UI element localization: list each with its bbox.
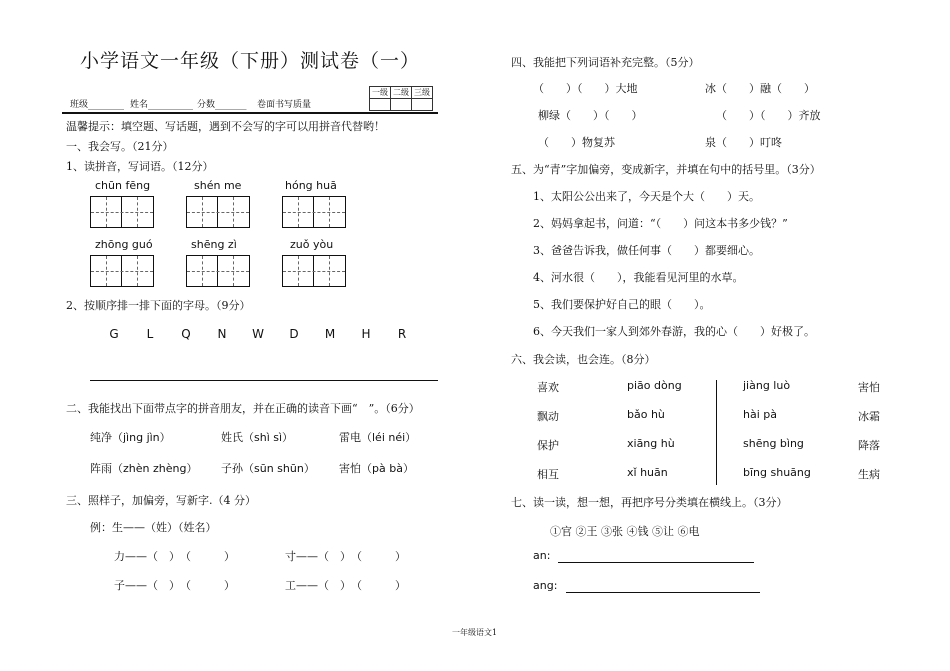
writing-grid-2[interactable] (186, 196, 250, 228)
s6-right-word-4[interactable]: 生病 (858, 468, 880, 481)
s5-item-3[interactable]: 3、爸爸告诉我，做任何事（ ）都要细心。 (533, 244, 760, 257)
s2-word: 害怕 (339, 462, 361, 475)
letter: L (146, 327, 154, 341)
s7-ang-answer-line[interactable] (566, 592, 760, 593)
s2-item-2 (221, 429, 293, 445)
matching-divider (716, 380, 717, 485)
writing-grid-6[interactable] (282, 255, 346, 287)
letter: D (289, 327, 299, 341)
letter: W (252, 327, 264, 341)
s4-item-4[interactable]: （ ）（ ）齐放 (716, 109, 821, 122)
s6-right-pinyin-3[interactable]: shēng bìng (743, 437, 804, 450)
s2-word: 阵雨 (90, 462, 112, 475)
page-footer: 一年级语文1 (452, 628, 498, 637)
writing-grid-4[interactable] (90, 255, 154, 287)
pinyin-3: hóng huā (285, 179, 337, 192)
s4-item-5[interactable]: （ ）物复苏 (538, 136, 615, 149)
page-title: 小学语文一年级（下册）测试卷（一） (80, 50, 421, 72)
s4-item-2[interactable]: 冰（ ）融（ ） (705, 82, 815, 95)
letter: Q (181, 327, 191, 341)
s4-item-3[interactable]: 柳绿（ ）（ ） (538, 109, 643, 122)
letter: M (324, 327, 336, 341)
s5-item-5[interactable]: 5、我们要保护好自己的眼（ ）。 (533, 298, 711, 311)
s2-reading[interactable]: （pà bà） (361, 462, 414, 475)
s5-item-6[interactable]: 6、今天我们一家人到郊外春游，我的心（ ）好极了。 (533, 325, 815, 338)
s2-reading[interactable]: （zhèn zhèng） (112, 462, 198, 475)
s6-left-word-3[interactable]: 保护 (537, 439, 559, 452)
s7-an-answer-line[interactable] (558, 562, 754, 563)
s2-reading[interactable]: （léi néi） (361, 431, 417, 444)
score-field: 分数_______ (197, 100, 247, 110)
s6-right-pinyin-1[interactable]: jiàng luò (743, 379, 791, 392)
section5-heading: 五、为“青”字加偏旁，变成新字，并填在句中的括号里。（3分） (511, 163, 821, 176)
s6-right-word-3[interactable]: 降落 (858, 439, 880, 452)
s3-example: 例：生——（姓）（姓名） (90, 521, 217, 534)
q2-heading: 2、按顺序排一排下面的字母。（9分） (66, 299, 251, 312)
s3-row-4[interactable]: 工——（ ） （ ） (285, 579, 406, 592)
s2-reading[interactable]: （jìng jìn） (112, 431, 171, 444)
pinyin-6: zuǒ yòu (290, 238, 334, 251)
pinyin-5: shēng zì (191, 238, 237, 251)
header-rule (62, 112, 438, 114)
s2-item-1 (90, 429, 171, 445)
tip-text: 温馨提示：填空题、写话题，遇到不会写的字可以用拼音代替哟！ (66, 120, 385, 133)
s2-word: 姓氏 (221, 431, 243, 444)
section4-heading: 四、我能把下列词语补充完整。（5分） (511, 56, 700, 69)
s7-ang-label: ang: (533, 579, 558, 592)
q1-heading: 1、读拼音，写词语。（12分） (66, 160, 214, 173)
s7-an-label: an: (533, 549, 551, 562)
s6-left-pinyin-4[interactable]: xǐ huān (627, 466, 668, 479)
s6-left-word-2[interactable]: 飘动 (537, 410, 559, 423)
s5-item-4[interactable]: 4、河水很（ ），我能看见河里的水草。 (533, 271, 744, 284)
s4-item-6[interactable]: 泉（ ）叮咚 (705, 136, 782, 149)
s2-word: 纯净 (90, 431, 112, 444)
level-3: 三级 (412, 87, 433, 99)
writing-grid-3[interactable] (282, 196, 346, 228)
name-field: 姓名__________ (130, 100, 194, 110)
s6-right-word-1[interactable]: 害怕 (858, 381, 880, 394)
letters-row (96, 327, 420, 341)
section2-heading: 二、我能找出下面带点字的拼音朋友，并在正确的读音下画“ ”。（6分） (66, 402, 420, 415)
pinyin-2: shén me (194, 179, 242, 192)
letter: H (361, 327, 371, 341)
s2-item-4 (90, 460, 197, 476)
s3-row-2[interactable]: 寸——（ ） （ ） (285, 550, 406, 563)
s6-left-pinyin-1[interactable]: piāo dòng (627, 379, 682, 392)
writing-grid-5[interactable] (186, 255, 250, 287)
s6-right-pinyin-2[interactable]: hài pà (743, 408, 777, 421)
s5-item-2[interactable]: 2、妈妈拿起书，问道：“（ ）问这本书多少钱？” (533, 217, 788, 230)
writing-grid-1[interactable] (90, 196, 154, 228)
s2-word: 雷电 (339, 431, 361, 444)
s6-right-word-2[interactable]: 冰霜 (858, 410, 880, 423)
section6-heading: 六、我会读，也会连。（8分） (511, 353, 656, 366)
s3-row-3[interactable]: 子——（ ） （ ） (114, 579, 235, 592)
s5-item-1[interactable]: 1、太阳公公出来了，今天是个大（ ）天。 (533, 190, 760, 203)
s3-row-1[interactable]: 力——（ ） （ ） (114, 550, 235, 563)
class-field: 班级________ (70, 100, 125, 110)
s6-left-word-1[interactable]: 喜欢 (537, 381, 559, 394)
section1-heading: 一、我会写。（21分） (66, 140, 174, 153)
section3-heading: 三、照样子，加偏旁，写新字.（4 分） (66, 494, 256, 507)
s2-reading[interactable]: （shì sì） (243, 431, 294, 444)
pinyin-1: chūn fēng (95, 179, 151, 192)
s7-choices: ①官 ②王 ③张 ④钱 ⑤让 ⑥电 (550, 525, 700, 538)
s2-item-6 (339, 460, 414, 476)
level-1: 一级 (370, 87, 391, 99)
letter: G (109, 327, 119, 341)
handwriting-label: 卷面书写质量 (257, 100, 312, 110)
s2-item-5 (221, 460, 315, 476)
letters-answer-line[interactable] (90, 380, 438, 381)
section7-heading: 七、读一读，想一想，再把序号分类填在横线上。（3分） (511, 496, 788, 509)
s6-left-pinyin-2[interactable]: bǎo hù (627, 408, 665, 421)
s6-left-pinyin-3[interactable]: xiāng hù (627, 437, 675, 450)
level-2: 二级 (391, 87, 412, 99)
s4-item-1[interactable]: （ ）（ ）大地 (533, 82, 638, 95)
s6-left-word-4[interactable]: 相互 (537, 468, 559, 481)
s2-reading[interactable]: （sūn shūn） (243, 462, 315, 475)
s2-item-3 (339, 429, 416, 445)
s6-right-pinyin-4[interactable]: bīng shuāng (743, 466, 811, 479)
s2-word: 子孙 (221, 462, 243, 475)
letter: R (397, 327, 407, 341)
letter: N (217, 327, 227, 341)
handwriting-level-table (369, 86, 433, 111)
pinyin-4: zhōng guó (95, 238, 153, 251)
